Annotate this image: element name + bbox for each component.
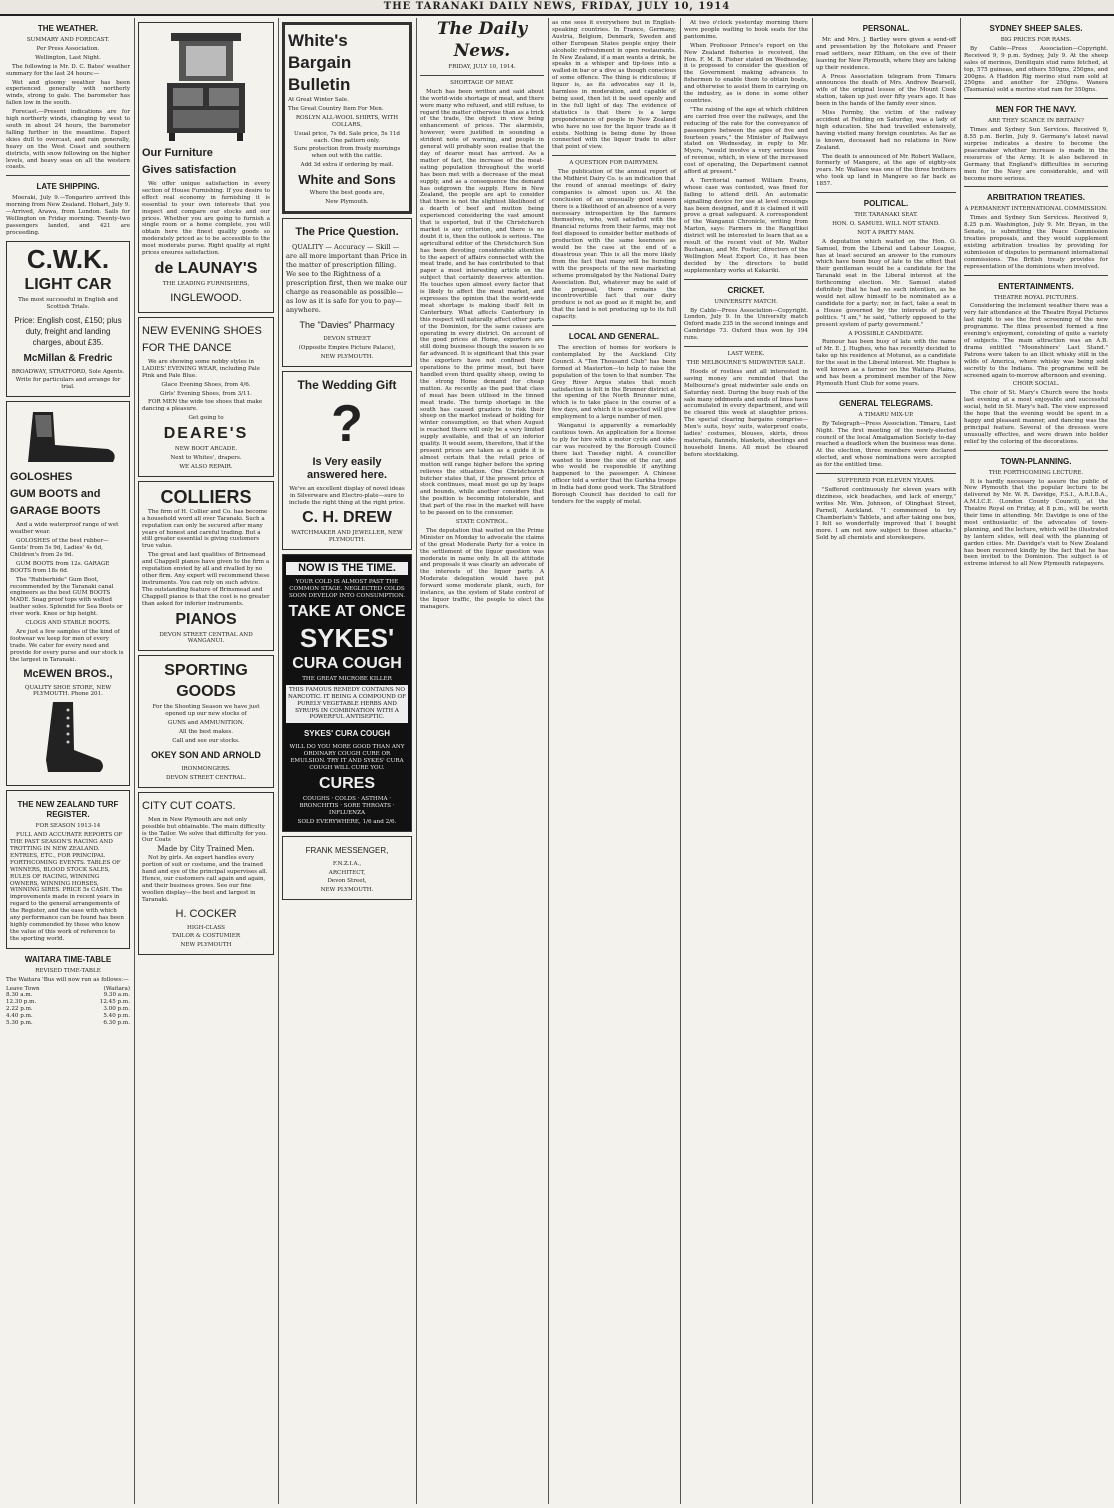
timetable-cell: 8.30 a.m. bbox=[6, 992, 33, 999]
mcewen-title: McEWEN BROS., bbox=[23, 667, 113, 680]
shipping-heading: LATE SHIPPING. bbox=[36, 182, 100, 192]
shoes-text-4: FOR MEN the wide toe shoes that make dancing a pleasure. bbox=[142, 399, 263, 413]
timetable-cell: 6.30 p.m. bbox=[103, 1020, 130, 1027]
political-heading: POLITICAL. bbox=[863, 199, 909, 209]
sporting-title-1: SPORTING bbox=[164, 662, 248, 680]
turf-heading: THE NEW ZEALAND TURF REGISTER. bbox=[17, 800, 119, 820]
davies-title: The "Davies" Pharmacy bbox=[299, 319, 395, 330]
choir-heading: CHOIR SOCIAL. bbox=[1012, 381, 1060, 388]
navy-subheading: ARE THEY SCARCE IN BRITAIN? bbox=[988, 118, 1084, 125]
drew-title: C. H. DREW bbox=[302, 509, 392, 527]
davies-location: (Opposite Empire Picture Palace), bbox=[298, 344, 396, 351]
messenger-town: NEW PLYMOUTH. bbox=[320, 887, 374, 894]
timetable-cell: 2.22 p.m. bbox=[6, 1006, 33, 1013]
column-1 bbox=[6, 18, 135, 1504]
editorial-date: FRIDAY, JULY 10, 1914. bbox=[448, 64, 516, 70]
city-coats-title: CITY CUT COATS. bbox=[142, 799, 236, 812]
cricket-text: By Cable—Press Association—Copyright. London, July 9. In the University match Oxford made 235 in the second innings and Cambridge 73. Oxford thus won by 194 runs. bbox=[684, 307, 808, 342]
cocker-title: H. COCKER bbox=[175, 907, 237, 920]
weather-text-1: The following is Mr. D. C. Bates' weather summary for the last 24 hours:— bbox=[6, 63, 130, 77]
white-sons-tagline: Where the best goods are, bbox=[309, 190, 385, 197]
davies-town: NEW PLYMOUTH. bbox=[320, 353, 374, 360]
pianos-title: PIANOS bbox=[175, 610, 237, 628]
sykes-warning: YOUR COLD IS ALMOST PAST THE COMMON STAGE. NEGLECTED COLDS SOON DEVELOP INTO CONSUMPTION. bbox=[288, 579, 406, 600]
political-headline-2: NOT A PARTY MAN. bbox=[857, 229, 915, 236]
goloshes-title-3: GARAGE BOOTS bbox=[10, 505, 101, 518]
shoes-text-3: Girls' Evening Shoes, from 3/11. bbox=[160, 390, 252, 397]
city-coats-text-2: Not by girls. An expert handles every portion of suit or costume, and the trained hand and eye of the principal supervises all. Hence, our customers call again and again, and their business grows. See our fine woollen display—the best and largest in Taranaki. bbox=[142, 855, 268, 903]
shoes-text-5: Get going to bbox=[188, 415, 224, 422]
sykes-cures-list: COUGHS · COLDS · ASTHMA · BRONCHITIS · SORE THROATS · INFLUENZA bbox=[299, 796, 395, 816]
white-sons-title: White and Sons bbox=[298, 172, 396, 188]
editorial-text-2: The deputation that waited on the Prime Minister on Monday to advocate the claims of the great Moderate Party for a voice in the settlement of the liquor question was moderate in name only. In all its attitude and proposals it was clearly an advocate of the interests of the liquor party. A Moderate delegation would have put forward some moderate plank, such, for instance, as the system of State control of the liquor traffic, the people to elect the managers. bbox=[420, 527, 544, 610]
timetable-header bbox=[6, 986, 130, 993]
deares-location: Next to Whites', drapers. bbox=[170, 455, 242, 462]
timetable-row bbox=[6, 999, 130, 1006]
column-7 bbox=[816, 18, 961, 1504]
okey-title: OKEY SON AND ARNOLD bbox=[151, 749, 261, 760]
sale-heading: LAST WEEK. bbox=[727, 351, 765, 358]
cwk-text: The most successful in English and Scottish Trials. bbox=[18, 296, 118, 310]
local-text-1: The erection of homes for workers is contemplated by the Auckland City Council. A "Ten Thousand Club" has been formed at Masterton—to help to raise the population of the town to that number. The Grey River Argus states that much satisfaction is felt in the Brunner district at the opening of the North Brunner mine, which is to take place in the course of a few days, and which it is expected will give employment to a large number of men. bbox=[552, 345, 676, 421]
sykes-advert bbox=[282, 554, 412, 831]
mcmillan-title: McMillan & Fredric bbox=[23, 352, 113, 364]
sykes-remedy: THIS FAMOUS REMEDY CONTAINS NO NARCOTIC. IT BEING A COMPOUND OF PURELY VEGETABLE HERBS AND SYRUPS IN COMBINATION WITH A POWERFUL ANTISEPTIC. bbox=[286, 685, 408, 724]
personal-heading: PERSONAL. bbox=[862, 24, 910, 33]
goloshes-text-4: The "Rubberhide" Gum Boot, recommended by the Taranaki canal engineers as the best GUM BOOTS MADE. Snag proof tops with welted leather soles. Splendid for Sea Boots or river work. Knee or hip height. bbox=[10, 576, 123, 618]
cwk-price: Price: English cost, £150; plus duty, freight and landing charges, about £35. bbox=[14, 315, 122, 347]
town-planning-heading: TOWN-PLANNING. bbox=[1000, 456, 1072, 466]
arbitration-heading: ARBITRATION TREATIES. bbox=[987, 193, 1085, 203]
sporting-goods-advert bbox=[138, 655, 274, 787]
suffered-heading: SUFFERED FOR ELEVEN YEARS. bbox=[837, 478, 935, 485]
cricket-heading: CRICKET. bbox=[727, 285, 765, 295]
messenger-street: Devon Street, bbox=[327, 878, 367, 885]
political-text: A deputation which waited on the Hon. O. Samuel, from the Liberal and Labour League, has at least secured an answer to the rumours which have been busy of late to the effect that their gentleman would be a candidate for the Taranaki seat in the Liberal interest at the forthcoming election. Mr. Samuel stated definitely that he had no such intention, as he would not allow himself to be nominated as a candidate for a party; nor, in fact, take a seat in a House governed by the interests of party politics. "I am," he said, "utterly opposed to the present system of party government." bbox=[816, 238, 956, 328]
personal-text-3: Miss Formby, the victim of the railway accident at Feilding on Saturday, was a lady of high education. She had travelled extensively, having visited many foreign countries. As far as is known, deceased had no relations in New Zealand. bbox=[816, 110, 956, 151]
whites-protection: Sure protection from frosty mornings when out with the cattle. bbox=[293, 146, 401, 160]
goloshes-advert bbox=[6, 401, 130, 786]
local-text-6: A Territorial named William Evans, whose case was contested, was fined for failing to attend drill. An automatic signalling device for use at level crossings has been designed, and it is claimed it will prove a great safeguard. A correspondent of the Wanganui Chronicle, writing from Marton, says: Farmers in the Rangitikei district will be interested to learn that as a result of the recent visit of Mr. Walter Buchanan, and Mr. Foster, directors of the Wellington Meat Export Co., it has been decided by the directors to build supplementary works at Kakariki. bbox=[684, 177, 808, 274]
whites-bargain-advert bbox=[282, 22, 412, 214]
messenger-qual: F.N.Z.I.A., bbox=[332, 860, 362, 867]
turf-register-advert bbox=[6, 790, 130, 948]
column-4 bbox=[420, 18, 549, 1504]
whites-sale: At Great Winter Sale. bbox=[288, 97, 349, 103]
sporting-text-1: For the Shooting Season we have just opened up our new stocks of bbox=[152, 704, 260, 718]
shoes-text-1: We are showing some nobby styles in LADIES' EVENING WEAR, including Pale Pink and Pale Blue. bbox=[142, 358, 260, 379]
timetable-subheading: REVISED TIME-TABLE bbox=[35, 967, 101, 974]
weather-byline: Per Press Association. bbox=[36, 45, 100, 52]
local-general-heading: LOCAL AND GENERAL. bbox=[568, 332, 660, 342]
okey-trade: IRONMONGERS. bbox=[181, 765, 231, 772]
sale-text: Hoods of rostless and all interested in saving money are reminded that the Melbourne's great midwinter sale ends on Saturday next. During the busy rush of the sale many oddments and ends of lines have accumulated in every department, and will be cleared this week at slaughter prices. The special clearing bargains comprise—Men's suits, boys' suits, waterproof coats, ladies' costumes, blouses, skirts, dress materials, flannels, blankets, sheetings and household linens. All must be cleared before stocktaking. bbox=[684, 368, 808, 458]
town-planning-subheading: THE FORTHCOMING LECTURE. bbox=[988, 469, 1084, 476]
question-mark: ? bbox=[331, 394, 363, 453]
cocker-line-1: HIGH-CLASS bbox=[187, 924, 225, 931]
turf-season: FOR SEASON 1913-14 bbox=[35, 823, 101, 830]
timetable-cell: 4.40 p.m. bbox=[6, 1013, 33, 1020]
navy-text: Times and Sydney Sun Services. Received 9, 8.55 p.m. Berlin, July 9. Germany's latest naval surprise indicates a desire to become the peacemaker whether increase is made in the resources of the Army. It is also believed in Germany that England's difficulties in securing men for the Navy are considerable, and will become more serious. bbox=[964, 127, 1108, 182]
cricket-subheading: UNIVERSITY MATCH. bbox=[714, 298, 778, 305]
cwk-title: C.W.K. bbox=[26, 243, 110, 274]
sheep-sales-subheading: BIG PRICES FOR RAMS. bbox=[1000, 37, 1072, 43]
colliers-text-2: The great and last qualities of Brinsmead and Chappell pianos have given to the firm a reputation envied by all and rivalled by no other firm. Any expert will recommend these instruments. You can rely on such advice. The outstanding feature of Brinsmead and Chappell pianos is that the cost is no greater than asked for inferior instruments. bbox=[142, 552, 270, 607]
timetable-cell: 12.30 p.m. bbox=[6, 999, 37, 1006]
furniture-title-1: Our Furniture bbox=[142, 147, 213, 159]
sykes-sold: SOLD EVERYWHERE, 1/6 and 2/6. bbox=[297, 818, 397, 825]
timetable-cell: 3.00 p.m. bbox=[103, 1006, 130, 1013]
sporting-text-2: GUNS and AMMUNITION. bbox=[167, 720, 245, 727]
mcmillan-text: Write for particulars and arrange for trial. bbox=[15, 377, 121, 391]
shipping-text: Moeraki, July 9.—Tongariro arrived this morning from New Zealand. Hobart, July 9.—Arrived, Arawa, from London. Sails for Wellington on Friday morning. Twenty-two passengers landed, and 421 are proceeding. bbox=[6, 195, 130, 236]
navy-heading: MEN FOR THE NAVY. bbox=[995, 105, 1077, 115]
mcmillan-address: BROADWAY, STRATFORD, Sole Agents. bbox=[11, 368, 125, 375]
sykes-product: CURA COUGH bbox=[292, 654, 402, 672]
wedding-text: We've an excellent display of novel ideas in Silverware and Electro-plate—sure to include the right thing at the right price. bbox=[288, 485, 406, 506]
timetable-cell: 9.30 a.m. bbox=[103, 992, 130, 999]
timetable-row bbox=[6, 1013, 130, 1020]
delaunay-title: de LAUNAY'S bbox=[154, 259, 258, 277]
personal-text-4: The death is announced of Mr. Robert Wallace, formerly of Mangere, at the age of eighty-six years. Mr. Wallace was one of the three brothers who took up land in Mangere so far back as 1857. bbox=[816, 153, 956, 188]
colliers-title: COLLIERS bbox=[160, 486, 252, 507]
goloshes-text-5: CLOGS AND STABLE BOOTS. bbox=[25, 620, 111, 627]
weather-text-3: Forecast.—Present indications are for high northerly winds, changing by west to south in about 24 hours, the barometer falling further in the meantime. Expect skies dull to overcast, and rain generally, heavy on the West Coast and southern districts, with snow following on the higher levels, and heavy seas on all the western coasts. bbox=[6, 109, 130, 171]
sykes-name: SYKES' bbox=[299, 622, 395, 653]
furniture-advert bbox=[138, 22, 274, 313]
timetable-col-2: (Waitara) bbox=[103, 985, 130, 992]
drew-trade: WATCHMAKER AND JEWELLER, NEW PLYMOUTH. bbox=[291, 530, 403, 544]
candidate-heading: A POSSIBLE CANDIDATE. bbox=[848, 330, 924, 337]
column-2 bbox=[138, 18, 279, 1504]
timetable-heading: WAITARA TIME-TABLE bbox=[24, 954, 112, 964]
goloshes-title-2: GUM BOOTS and bbox=[10, 488, 101, 501]
entertainments-text: Considering the inclement weather there was a very fair attendance at the Theatre Royal Pictures last night to see the first screening of the new programme. The films presented formed a fine evening's enjoyment, consisting of quite a variety of subjects. The main attraction was an A.B. drama entitled "Moonshiners' Last Stand." Patrons were taken to an illicit whisky still in the wilds of America, where whisky was being sold secretly to the Indians. The programme will be screened again to-morrow afternoon and evening. bbox=[964, 303, 1108, 379]
messenger-name: FRANK MESSENGER, bbox=[305, 845, 389, 855]
messenger-advert bbox=[282, 836, 412, 901]
whites-title-3: Bulletin bbox=[288, 75, 351, 94]
column-5 bbox=[552, 18, 681, 1504]
city-coats-text-1: Men in New Plymouth are not only possible but obtainable. The main difficulty is the Tailor. We solve that difficulty for you. Our Coats bbox=[142, 816, 268, 844]
masthead: THE TARANAKI DAILY NEWS, FRIDAY, JULY 10, 1914 bbox=[0, 0, 1114, 16]
choir-text: The choir of St. Mary's Church were the hosts last evening at a most enjoyable and successful social, held in St. Mary's hall. The view expressed the hope that the evening would be spent in a happy and pleasant manner, and dancing was the principal feature. Several of the dresses were unusually effective, and were drawn into bolder relief by the coloring of the decorations. bbox=[964, 390, 1108, 445]
turf-text: FULL AND ACCURATE REPORTS OF THE PAST SEASON'S RACING AND TROTTING IN NEW ZEALAND. ENTRIES, ETC., FOR PRINCIPAL FORTHCOMING EVENTS. TABLES OF WINNERS, BLOOD STOCK SALES, RULES OF RACING, WINNING OWNERS, WINNING HORSES, WINNING SIRES. PRICE 5s CASH. The improvements made in recent years in regard to the general arrangements of the Register, and the ease with which any performance can be found has been highly commended by those who know the value of this work of reference to the sporting world. bbox=[10, 832, 124, 942]
personal-text-1: Mr. and Mrs. J. Bartley were given a send-off and presentation by the Rotokare and Fraser road settlers, near Eltham, on the eve of their leaving for New Plymouth, where they are taking up their residence. bbox=[816, 37, 957, 71]
timetable-cell: 5.40 p.m. bbox=[103, 1013, 130, 1020]
sykes-take: TAKE AT ONCE bbox=[288, 602, 406, 620]
column-3 bbox=[282, 18, 417, 1504]
weather-dateline: Wellington, Last Night. bbox=[35, 54, 101, 61]
timetable-note: The Waitara 'Bus will now run as follows:— bbox=[6, 976, 129, 983]
editorial-text-1: Much has been written and said about the world-wide shortage of meat, and there were many who refused, and still refuse, to regard the matter otherwise than as a trick of the trade, the object in view being enhancement of prices. The alarmists, however, were justified in sounding a strident note of warning, and people in general will probably soon realise that the day of dearer meat has arrived. As a matter of fact, the increase of the meat-eating population throughout the world has been met with a decrease of the meat supply, and as a consequence the demand has outgrown the supply. Here in New Zealand, the people are apt to consider that there is not the slightest likelihood of a dearth of beef and mutton being experienced considering the vast amount that is exported, but if the Christchurch market is any criterion, and there is no doubt it is, then the outlook is serious. The agricultural editor of the Christchurch Sun has been devoting considerable attention to the aspect of affairs connected with the meat trade, and he has contributed to that paper a most interesting article on the subject that certainly deserves attention. He touches upon almost every factor that is likely to affect the meat market, and expresses the opinion that the world-wide meat shortage is making itself felt in Canterbury. What affects Canterbury in this respect will naturally affect other parts of the Dominion, for the same causes are operating in every district. On account of the good prices at Home, exporters are still doing business though the season is so far advanced. It is significant that this year the exporters have not confined their operations to the prime meat, but have handled even third quality sheep, owing to the strong Home demand for cheap mutton. As recently as the past that class of meat has been utilised in the tinned meat trade. The turnip shortage in the south has caused graziers to risk their sheep on the market instead of holding for winter consumption, so that when August is reached there will only be a very limited supply available, and that of an inferior quality. It would seem, therefore, that if the present prices are taken as a guide it is almost certain that the retail price of mutton will range higher before the spring relieves the situation. One Christchurch butcher states that, if the present price of stock continues, meat must go up by leaps and bounds, while another considers that the position is becoming intolerable, and that part of the rise in the market will have to be passed on to the consumer. bbox=[420, 88, 544, 517]
dairymen-text: The publication of the annual report of the Midhirst Dairy Co. is an indication that the round of annual meetings of dairy companies is almost upon us. At the conclusion of an unusually good season there is a likelihood of an absence of a very necessary introspection by the farmers themselves, who, well satisfied with the financial returns from their farms, may not feel disposed to consider better methods of production with the same keenness as would be the case at the end of a disastrous year. This is all the more likely from the fact that many will be bursting with the prospects of the new marketing scheme promulgated by the National Dairy Association. But, whatever may be said of the proposal, there remains the incontrovertible fact that our dairy produce is not as good as it might be, and that the land is not producing up to its full capacity. bbox=[552, 169, 676, 321]
town-planning-text: It is hardly necessary to assure the public of New Plymouth that the popular lecture to be delivered by Mr. W. R. Davidge, F.S.I., A.R.I.B.A., A.M.I.C.E. (London County Council), at the Theatre Royal on Friday, at 8 p.m., will be worth their time in attending. Mr. Davidge is one of the most enthusiastic of the advocates of town-planning, and the lecture, which will be illustrated by lantern slides, will deal with the planning of garden cities. Mr. Davidge's visit to New Zealand has been received kindly by the fact that he has been invited to the Dominion. The subject is of extreme interest to all New Plymouth ratepayers. bbox=[964, 478, 1108, 568]
cwk-advert bbox=[6, 241, 130, 398]
evening-shoes-advert bbox=[138, 317, 274, 477]
telegrams-heading: GENERAL TELEGRAMS. bbox=[839, 398, 933, 408]
candidate-text: Rumour has been busy of late with the name of Mr. E. J. Hughes, who has recently decided to take up his residence at Motunui, as a candidate for the seat in the Liberal interest. Mr. Hughes is well known as a farmer on the Waitara Plains, and has been a prominent member of the New Plymouth Hunt Club for some years. bbox=[816, 339, 956, 387]
weather-subheading: SUMMARY AND FORECAST. bbox=[26, 37, 110, 43]
price-question-text: QUALITY — Accuracy — Skill — are all more important than Price in the matter of prescription filling. We see to the Rightness of a prescription first, then we make our charge as reasonable as possible—as low as it is safe for you to pay—anywhere. bbox=[286, 242, 408, 314]
whites-item: The Great Country Item For Men. bbox=[288, 105, 384, 112]
goloshes-title-1: GOLOSHES bbox=[10, 471, 73, 484]
timetable-row bbox=[6, 1006, 130, 1013]
white-sons-town: New Plymouth. bbox=[325, 199, 369, 206]
sykes-headline: NOW IS THE TIME. bbox=[286, 562, 408, 575]
local-text-3: At two o'clock yesterday morning there were people waiting to book seats for the pantomime. bbox=[684, 20, 808, 40]
timetable-cell: 12.45 p.m. bbox=[99, 999, 130, 1006]
telegrams-text: By Telegraph—Press Association. Timaru, Last Night. The first meeting of the newly-elected council of the local Amalgamation Society to-day reached a deadlock when the business was done. At the election, three members were declared elected, and whose nominations were accepted as for the entitled time. bbox=[816, 420, 956, 469]
price-question-advert bbox=[282, 218, 412, 367]
political-headline: HON. O. SAMUEL WILL NOT STAND. bbox=[832, 220, 940, 227]
delaunay-town: INGLEWOOD. bbox=[170, 291, 242, 304]
furniture-text: We offer unique satisfaction in every section of House Furnishing. If you desire to effect real economy in furnishing it is essential to your own interests that you inspect and compare our stocks and our prices. Whether you are going to furnish a single room or a home complete, you will obtain here the finest quality goods so moderately priced as to be accessible to the most moderate purse. Right quality at right prices ensures satisfaction. bbox=[142, 181, 270, 257]
goloshes-text-2: GOLOSHES of the best rubber— Gents' from 5s 9d, Ladies' 4s 6d, Children's from 2s 9d. bbox=[10, 538, 109, 558]
pianos-address: DEVON STREET CENTRAL AND WANGANUI. bbox=[159, 631, 253, 645]
column-8 bbox=[964, 18, 1108, 1504]
boot-illustration bbox=[13, 407, 123, 467]
newspaper-title: The Daily News. bbox=[436, 19, 528, 61]
editorial-heading-2: STATE CONTROL. bbox=[455, 519, 509, 525]
delaunay-tagline: THE LEADING FURNISHERS, bbox=[162, 280, 250, 287]
editorial-continued: as one sees it everywhere but in English-speaking countries. In France, Germany, Austria, Belgium, Denmark, Sweden and other European States people enjoy their alcoholic refreshment in open restaurants. In New Zealand, if a man wants a drink, he speaks in a whisper and tip-toes into a walled-in bar or a dive as though conscious of some offence. The thing is ridiculous; if liquor is, as its advocates say it is, harmless in moderation, and capable of being used, then let it be used openly and in the full light of day. The evidence of statistics is that there is a large preponderance of people in New Zealand who have no use for the liquor trade as it exists. Nothing is being done by those connected with the liquor trade to alter that point of view. bbox=[552, 20, 676, 151]
timetable-row bbox=[6, 1020, 130, 1027]
weather-text-2: Wet and gloomy weather has been experienced generally with northerly winds, strong to gale. The barometer has fallen low in the south. bbox=[6, 79, 130, 107]
okey-address: DEVON STREET CENTRAL. bbox=[166, 774, 246, 781]
whites-title-2: Bargain bbox=[288, 53, 352, 72]
sporting-title-2: GOODS bbox=[176, 683, 236, 701]
cocker-line-2: TAILOR & COSTUMIER bbox=[171, 933, 241, 940]
ladies-boot-illustration bbox=[28, 700, 108, 780]
arbitration-text: Times and Sydney Sun Services. Received 9, 8.25 p.m. Washington, July 9. Mr. Bryan, in the Senate, is submitting the Peace Commission treaties proposals, and they would supplement existing arbitration treaties by providing for submission of disputes to permanent international commissions. The British treaty provides for representation of the dominions when involved. bbox=[964, 215, 1108, 270]
column-6 bbox=[684, 18, 813, 1504]
shoes-text-2: Glace Evening Shoes, from 4/6. bbox=[161, 381, 251, 388]
sideboard-illustration bbox=[161, 28, 251, 143]
weather-heading: THE WEATHER. bbox=[37, 24, 99, 33]
telegrams-subheading: A TIMARU MIX-UP. bbox=[858, 411, 914, 418]
sporting-text-3: All the best makes. bbox=[178, 729, 234, 736]
sykes-cures: CURES bbox=[318, 775, 375, 792]
sale-subheading: THE MELBOURNE'S MIDWINTER SALE. bbox=[686, 359, 806, 366]
colliers-advert bbox=[138, 481, 274, 652]
dairymen-heading: A QUESTION FOR DAIRYMEN. bbox=[569, 160, 659, 167]
davies-street: DEVON STREET bbox=[323, 335, 371, 342]
cwk-subtitle: LIGHT CAR bbox=[24, 275, 112, 293]
shoes-title-2: FOR THE DANCE bbox=[142, 341, 232, 354]
whites-title-1: White's bbox=[288, 31, 348, 50]
city-coats-advert bbox=[138, 792, 274, 956]
sheep-sales-text: By Cable—Press Association—Copyright. Received 9, 9 p.m. Sydney, July 9. At the sheep sales of merinos, Deniliquin stud rams fetched, at top, 575 guineas, and others 550gns, 250gns, and 200gns. A Haddon Rig merino stud ram sold at 250gns and another for 250gns. Wanera (Tasmania) sold a merino stud ram for 350gns. bbox=[964, 45, 1108, 94]
deares-title: DEARE'S bbox=[163, 425, 249, 443]
whites-price: Usual price, 7s 6d. Sale price, 5s 11d each. One pattern only. bbox=[293, 130, 401, 144]
local-text-4: When Professor Prince's report on the New Zealand fisheries is received, the Hon. F. M. B. Fisher stated on Wednesday, it is proposed to consider the question of the Government making advances to fishermen to enable them to obtain boats, and otherwise to assist them in carrying on the industry, as is done in some other countries. bbox=[684, 42, 808, 104]
deares-repair: WE ALSO REPAIR. bbox=[179, 463, 233, 470]
colliers-text-1: The firm of H. Collier and Co. has become a household word all over Taranaki. Such a reputation can only be secured after many years of honest and careful trading. But a still greater essential is giving customers true value. bbox=[142, 508, 268, 550]
sporting-text-4: Call and see our stocks. bbox=[172, 737, 240, 744]
whites-mail: Add 3d extra if ordering by mail. bbox=[300, 162, 394, 169]
personal-text-2: A Press Association telegram from Timaru announces the death of Mrs. Andrew Bearsell, wife of the original lessee of the Mount Cook station, taken up just over fifty years ago. It has been in the hands of the family ever since. bbox=[816, 73, 956, 108]
political-subheading: THE TARANAKI SEAT. bbox=[854, 212, 918, 219]
goloshes-text-3: GUM BOOTS from 12s. GARAGE BOOTS from 18s 6d. bbox=[10, 560, 110, 574]
goloshes-text-1: And a wide waterproof range of wet weather wear. bbox=[10, 522, 119, 536]
entertainments-heading: ENTERTAINMENTS. bbox=[998, 281, 1074, 291]
sykes-claim: WILL DO YOU MORE GOOD THAN ANY ORDINARY COUGH CURE OR EMULSION. TRY IT AND SYKES' CURA COUGH WILL CURE YOU. bbox=[289, 744, 405, 772]
timetable-cell: 5.30 p.m. bbox=[6, 1020, 33, 1027]
city-coats-title-2: Made by City Trained Men. bbox=[157, 845, 255, 854]
timetable-col-1: Leave Town bbox=[6, 985, 40, 992]
wedding-title: The Wedding Gift bbox=[297, 377, 397, 392]
wedding-gift-advert bbox=[282, 371, 412, 551]
deares-arcade: NEW BOOT ARCADE. bbox=[174, 446, 238, 453]
arbitration-subheading: A PERMANENT INTERNATIONAL COMMISSION. bbox=[964, 206, 1108, 213]
furniture-title-2: Gives satisfaction bbox=[142, 164, 237, 176]
cocker-line-3: NEW PLYMOUTH bbox=[180, 942, 232, 949]
sykes-tagline: THE GREAT MICROBE KILLER bbox=[302, 675, 392, 682]
local-text-5: "The raising of the age at which children are carried free over the railways, and the reducing of the rate for the conveyance of passengers between the ages of five and fourteen years," the Minister of Railways stated on Wednesday, in reply to Mr. Myers, "would involve a very serious loss of revenue, which, in view of the increased cost of operating, the Department cannot afford at present." bbox=[684, 106, 808, 176]
suffered-text: "Suffered continuously for eleven years with dizziness, sick headaches, and lack of energy," writes Mr. Wm. Johnson, of Olinghast Street, Parnell, Auckland. "I commenced to try Chamberlain's Tablets, and after taking one box, I felt so wonderfully improved that I bought more. I am not now subject to those attacks." Sold by all chemists and storekeepers. bbox=[816, 486, 956, 542]
sykes-product-2: SYKES' CURA COUGH bbox=[303, 729, 391, 739]
messenger-trade: ARCHITECT, bbox=[328, 869, 366, 876]
shoes-title-1: NEW EVENING SHOES bbox=[142, 324, 262, 337]
timetable-row bbox=[6, 992, 130, 999]
wedding-subtitle: Is Very easily answered here. bbox=[306, 455, 388, 481]
price-question-title: The Price Question. bbox=[295, 225, 399, 238]
goloshes-text-6: Are just a few samples of the kind of footwear we keep for men of every trade. We cater for every need and provide for every purse and our stock is the largest in Taranaki. bbox=[10, 628, 124, 663]
editorial-heading-1: SHORTAGE OF MEAT. bbox=[450, 79, 514, 86]
local-text-2: Wanganui is apparently a remarkably cautious town. An application for a license to ply for hire with a motor cycle and side-car was received by the Borough Council there last Tuesday night. A councillor wanted to know the size of the car, and who would be responsible if anything happened to the passenger. A Chinese officer told a writer that the Gurkha troops in India had done good work. The Stratford Borough Council has decided to call for tenders for the supply of metal. bbox=[552, 423, 676, 505]
entertainments-subheading: THEATRE ROYAL PICTURES. bbox=[993, 294, 1079, 301]
sheep-sales-heading: SYDNEY SHEEP SALES. bbox=[989, 24, 1083, 33]
mcewen-address: QUALITY SHOE STORE, NEW PLYMOUTH. Phone 201. bbox=[24, 684, 112, 698]
whites-shirts: ROSLYN ALL-WOOL SHIRTS, WITH COLLARS, bbox=[295, 114, 399, 128]
